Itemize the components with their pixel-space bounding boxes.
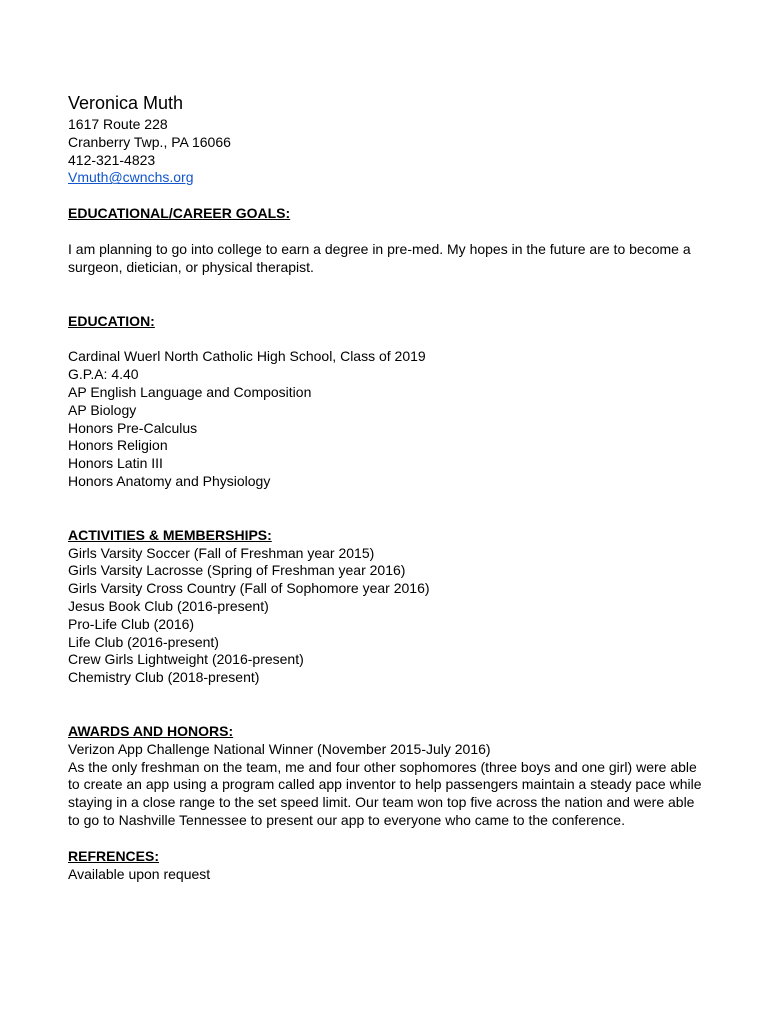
education-heading: EDUCATION: — [68, 312, 155, 329]
email-link[interactable]: Vmuth@cwnchs.org — [68, 169, 194, 186]
activity-item: Girls Varsity Cross Country (Fall of Sophomore year 2016) — [68, 580, 430, 597]
education-item: AP Biology — [68, 401, 137, 418]
address-line-1: 1617 Route 228 — [68, 116, 168, 132]
goals-heading: EDUCATIONAL/CAREER GOALS: — [68, 205, 291, 222]
activity-item: Life Club (2016-present) — [68, 633, 219, 650]
activities-heading: ACTIVITIES & MEMBERSHIPS: — [68, 526, 272, 543]
awards-heading: AWARDS AND HONORS: — [68, 722, 234, 739]
references-text: Available upon request — [68, 865, 211, 882]
education-item: Honors Pre-Calculus — [68, 419, 198, 436]
education-item: Honors Anatomy and Physiology — [68, 472, 271, 489]
award-title: Verizon App Challenge National Winner (November 2015-July 2016) — [68, 740, 491, 757]
activity-item: Crew Girls Lightweight (2016-present) — [68, 651, 304, 668]
activity-item: Girls Varsity Lacrosse (Spring of Freshman year 2016) — [68, 562, 406, 579]
references-heading: REFRENCES: — [68, 847, 160, 864]
education-item: Cardinal Wuerl North Catholic High School, Class of 2019 — [68, 348, 426, 365]
education-item: AP English Language and Composition — [68, 383, 312, 400]
goals-text: I am planning to go into college to earn a degree in pre-med. My hopes in the future are to become a surgeon, dietician, or physical therapist. — [68, 240, 691, 275]
phone-number: 412-321-4823 — [68, 151, 156, 168]
award-description: As the only freshman on the team, me and four other sophomores (three boys and one girl) were able to create an app using a program called app inventor to help passengers maintain a steady pace while staying in a close range to the set speed limit. Our team won top five across the nation and were able to go to Nashville Tennessee to present our app to everyone who came to the conference. — [68, 758, 702, 828]
resume-document — [68, 92, 708, 883]
education-item: G.P.A: 4.40 — [68, 366, 139, 383]
activity-item: Girls Varsity Soccer (Fall of Freshman year 2015) — [68, 544, 375, 561]
address-line-2: Cranberry Twp., PA 16066 — [68, 133, 231, 150]
activity-item: Jesus Book Club (2016-present) — [68, 597, 269, 614]
activity-item: Chemistry Club (2018-present) — [68, 669, 260, 686]
activity-item: Pro-Life Club (2016) — [68, 615, 195, 632]
applicant-name: Veronica Muth — [68, 93, 184, 113]
education-item: Honors Latin III — [68, 455, 163, 472]
education-item: Honors Religion — [68, 437, 168, 454]
